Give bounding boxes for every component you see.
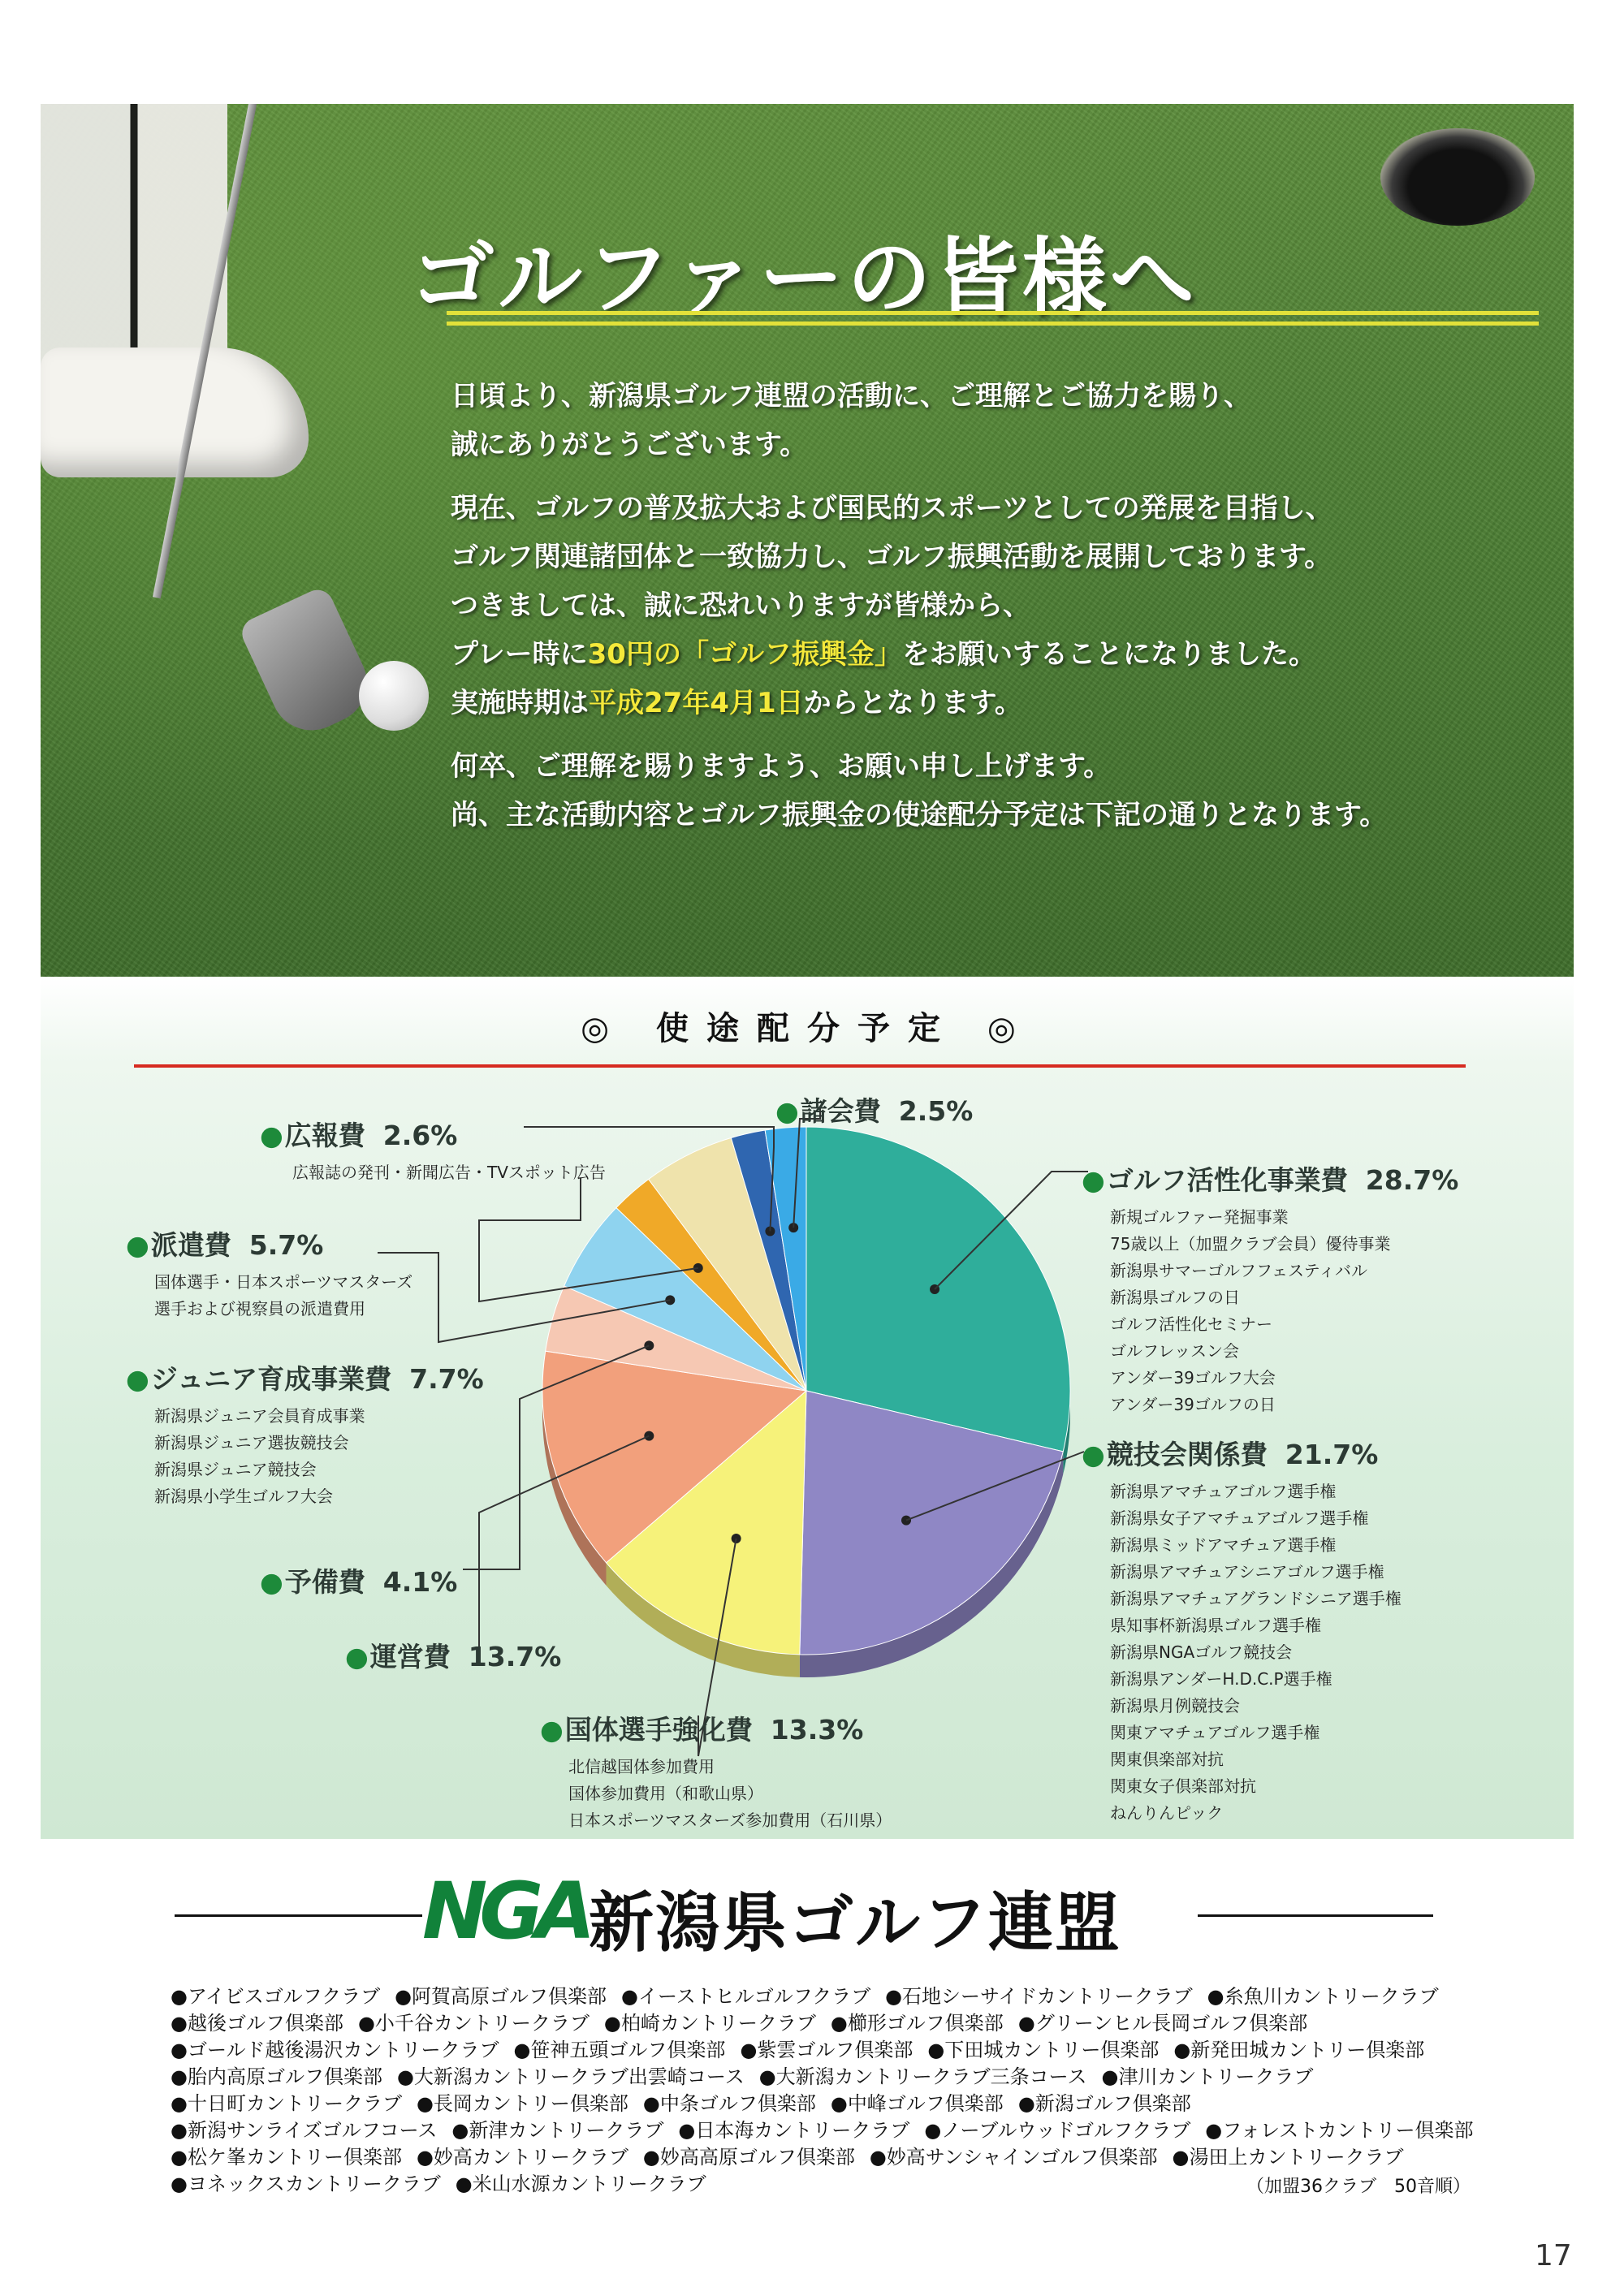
club-name: フォレストカントリー倶楽部 [1222,2119,1474,2142]
member-club [1207,1985,1439,2008]
date-line-pre: 実施時期は [451,687,589,719]
member-club [171,2173,441,2195]
category-kasseika [1082,1159,1458,1418]
club-name: グリーンヒル長岡ゴルフ倶楽部 [1034,2012,1308,2035]
text-line: 現在、ゴルフの普及拡大および国民的スポーツとしての発展を目指し、 [451,492,1333,524]
category-percent: 7.7% [409,1363,484,1395]
club-row [171,2037,1486,2064]
club-name: 大新潟カントリークラブ出雲崎コース [413,2065,745,2088]
category-kouhou [260,1115,606,1186]
member-club [417,2146,628,2169]
text-line: 日頃より、新潟県ゴルフ連盟の活動に、ご理解とご協力を賜り、 [451,380,1251,412]
club-name: 日本海カントリークラブ [695,2119,910,2142]
bullet-icon: ● [642,2146,660,2169]
category-items [1110,1204,1458,1418]
category-shokai [775,1090,973,1129]
category-name: 派遣費 [150,1229,231,1261]
category-item: 北信越国体参加費用 [568,1757,715,1776]
category-item: 新潟県ミッドアマチュア選手権 [1110,1535,1337,1555]
category-item: アンダー39ゴルフ大会 [1110,1368,1276,1388]
bullet-icon: ● [1172,2146,1190,2169]
member-club [171,2012,343,2035]
category-items [568,1754,892,1834]
greeting-text [451,372,1571,854]
bullet-icon: ● [1017,2012,1035,2035]
greeting-paragraph-2 [451,484,1571,727]
member-club [1018,2092,1191,2115]
category-heading [345,1636,561,1674]
fee-line-post: をお願いすることになりました。 [901,638,1316,671]
club-row [171,2064,1486,2091]
club-name: 妙高サンシャインゴルフ倶楽部 [886,2146,1158,2169]
club-name: 松ケ峯カントリー倶楽部 [187,2146,402,2169]
member-club [1173,2146,1404,2169]
category-item: ゴルフ活性化セミナー [1110,1314,1272,1334]
member-club [451,2119,663,2142]
club-row [171,2144,1486,2171]
category-name: 運営費 [369,1641,451,1672]
category-item: アンダー39ゴルフの日 [1110,1395,1276,1414]
category-name: 国体選手強化費 [564,1714,753,1746]
text-line: 誠にありがとうございます。 [451,429,808,461]
club-name: 新潟サンライズゴルフコース [187,2119,438,2142]
club-name: 新津カントリークラブ [469,2119,664,2142]
club-name: 櫛形ゴルフ倶楽部 [847,2012,1004,2035]
club-name: 小千谷カントリークラブ [374,2012,590,2035]
member-club [831,2012,1004,2035]
category-name: 競技会関係費 [1106,1439,1268,1470]
member-club [397,2065,745,2088]
category-item: 新潟県ジュニア会員育成事業 [154,1406,365,1426]
category-items [154,1269,412,1323]
club-name: 中峰ゴルフ倶楽部 [847,2092,1004,2115]
member-club [831,2092,1004,2115]
club-name: 越後ゴルフ倶楽部 [187,2012,343,2035]
bullet-icon: ● [171,2173,188,2195]
category-item: 新潟県ジュニア選抜競技会 [154,1433,349,1452]
category-item: 新潟県アマチュアグランドシニア選手権 [1110,1589,1402,1608]
club-name: 笹神五頭ゴルフ倶楽部 [530,2039,726,2061]
fee-line-pre: プレー時に [451,638,588,671]
page-title: ゴルファーの皆様へ [410,228,1198,327]
category-heading [775,1090,973,1129]
category-name: 諸会費 [800,1095,881,1127]
header-rule-left [175,1914,422,1917]
bullet-icon: ● [171,2065,188,2088]
member-club [870,2146,1158,2169]
bullet-icon: ● [171,2092,188,2115]
start-date-highlight: 平成27年4月1日 [589,687,804,719]
club-name: 米山水源カントリークラブ [472,2173,706,2195]
category-haken [126,1224,412,1323]
category-percent: 13.3% [770,1714,864,1746]
category-item: 75歳以上（加盟クラブ会員）優待事業 [1110,1234,1391,1254]
member-club [643,2146,855,2169]
member-club [171,1985,380,2008]
member-club [417,2092,628,2115]
bullet-icon: ● [1017,2092,1035,2115]
category-item: 新潟県サマーゴルフフェスティバル [1110,1261,1367,1280]
category-item: 新潟県女子アマチュアゴルフ選手権 [1110,1508,1369,1528]
member-club [604,2012,816,2035]
bullet-icon: ● [126,1229,149,1261]
category-item: 新潟県月例競技会 [1110,1696,1240,1716]
bullet-icon: ● [603,2012,621,2035]
text-line: 尚、主な活動内容とゴルフ振興金の使途配分予定は下記の通りとなります。 [451,799,1388,831]
golf-shoe [41,347,309,477]
section-title: ◎ 使途配分予定 ◎ [581,1010,1034,1047]
category-item: 関東倶楽部対抗 [1110,1750,1224,1769]
category-percent: 13.7% [468,1641,562,1672]
bullet-icon: ● [357,2012,375,2035]
member-club [740,2039,913,2061]
category-item: 新潟県アマチュアシニアゴルフ選手権 [1110,1562,1384,1582]
category-heading [1082,1434,1402,1472]
category-heading [260,1561,457,1599]
club-name: 柏崎カントリークラブ [620,2012,816,2035]
category-items [154,1403,484,1510]
golf-cup [1380,128,1535,226]
member-club [395,1985,607,2008]
golf-ball [359,661,429,731]
category-item: 関東女子倶楽部対抗 [1110,1776,1256,1796]
club-row [171,1983,1486,2010]
club-name: 下田城カントリー倶楽部 [944,2039,1160,2061]
member-club-list [171,1983,1486,2198]
category-item: 新潟県アンダーH.D.C.P選手権 [1110,1669,1332,1689]
bullet-icon: ● [1205,2119,1223,2142]
category-item: 県知事杯新潟県ゴルフ選手権 [1110,1616,1321,1635]
bullet-icon: ● [642,2092,660,2115]
club-name: 妙高カントリークラブ [433,2146,628,2169]
category-heading [126,1358,484,1396]
member-club [621,1985,870,2008]
fee-amount-highlight: 30円の「ゴルフ振興金」 [587,638,902,671]
category-name: ゴルフ活性化事業費 [1106,1164,1348,1196]
bullet-icon: ● [924,2119,942,2142]
bullet-icon: ● [758,2065,776,2088]
category-item: 日本スポーツマスターズ参加費用（石川県） [568,1810,892,1830]
category-item: 国体参加費用（和歌山県） [568,1784,763,1803]
category-item: 新潟県アマチュアゴルフ選手権 [1110,1482,1337,1501]
category-item: 新潟県ジュニア競技会 [154,1460,317,1479]
member-club [1018,2012,1307,2035]
header-rule-right [1198,1914,1433,1917]
bullet-icon: ● [740,2039,758,2061]
nga-logo: NGA [422,1866,588,1957]
club-name: 十日町カントリークラブ [187,2092,402,2115]
category-item: 新潟県NGAゴルフ競技会 [1110,1642,1293,1662]
bullet-icon: ● [869,2146,887,2169]
club-name: 胎内高原ゴルフ倶楽部 [187,2065,382,2088]
club-name: 糸魚川カントリークラブ [1224,1985,1439,2008]
putter-head [237,585,380,744]
category-junior [126,1358,484,1510]
category-item: ねんりんピック [1110,1803,1224,1823]
category-heading [1082,1159,1458,1198]
allocation-section [41,977,1574,1839]
member-club [885,1985,1193,2008]
member-club [643,2092,816,2115]
bullet-icon: ● [775,1095,799,1127]
club-name: 大新潟カントリークラブ三条コース [775,2065,1087,2088]
member-club [678,2119,909,2142]
bullet-icon: ● [1082,1164,1105,1196]
bullet-icon: ● [171,2119,188,2142]
bullet-icon: ● [1082,1439,1105,1470]
club-name: ゴールド越後湯沢カントリークラブ [187,2039,499,2061]
bullet-icon: ● [396,2065,414,2088]
bullet-icon: ● [830,2092,848,2115]
bullet-icon: ● [126,1363,149,1395]
category-heading [126,1224,412,1262]
category-yobi [260,1561,457,1599]
category-percent: 2.6% [382,1120,458,1151]
club-name: 阿賀高原ゴルフ倶楽部 [412,1985,607,2008]
club-name: 湯田上カントリークラブ [1189,2146,1404,2169]
bullet-icon: ● [455,2173,473,2195]
member-club [1205,2119,1473,2142]
club-name: 長岡カントリー倶楽部 [433,2092,628,2115]
bullet-icon: ● [927,2039,945,2061]
category-items [1110,1478,1402,1827]
category-item: 関東アマチュアゴルフ選手権 [1110,1723,1320,1742]
category-unei [345,1636,561,1674]
bullet-icon: ● [678,2119,696,2142]
bullet-icon: ● [1207,1985,1224,2008]
club-name: アイビスゴルフクラブ [187,1985,381,2008]
bullet-icon: ● [395,1985,412,2008]
club-name: 津川カントリークラブ [1118,2065,1314,2088]
member-club [171,2065,382,2088]
bullet-icon: ● [416,2146,434,2169]
text-line: つきましては、誠に恐れいりますが皆様から、 [451,589,1030,622]
leader-dot [901,1516,911,1526]
club-row [171,2010,1486,2037]
bullet-icon: ● [260,1120,283,1151]
category-percent: 5.7% [248,1229,324,1261]
member-club [924,2119,1190,2142]
bullet-icon: ● [513,2039,531,2061]
greeting-paragraph-3 [451,742,1571,839]
club-row [171,2117,1486,2144]
bullet-icon: ● [1101,2065,1119,2088]
text-line: ゴルフ関連諸団体と一致協力し、ゴルフ振興活動を展開しております。 [451,541,1332,573]
member-club [1173,2039,1424,2061]
greeting-paragraph-1 [451,372,1571,469]
bullet-icon: ● [540,1714,564,1746]
federation-name: 新潟県ゴルフ連盟 [589,1885,1121,1961]
category-percent: 21.7% [1285,1439,1379,1470]
member-club [759,2065,1087,2088]
member-club [456,2173,706,2195]
category-kyougi [1082,1434,1402,1827]
bullet-icon: ● [416,2092,434,2115]
category-item: 新規ゴルファー発掘事業 [1110,1207,1289,1227]
member-club [171,2146,402,2169]
hero-photo [41,104,1574,977]
club-name: 紫雲ゴルフ倶楽部 [757,2039,914,2061]
club-name: ノーブルウッドゴルフクラブ [941,2119,1191,2142]
member-club [513,2039,725,2061]
category-item: 広報誌の発刊・新聞広告・TVスポット広告 [292,1163,606,1182]
category-item: 新潟県小学生ゴルフ大会 [154,1487,333,1506]
bullet-icon: ● [171,2012,188,2035]
category-item: 新潟県ゴルフの日 [1110,1288,1240,1307]
date-line-post: からとなります。 [803,687,1022,719]
bullet-icon: ● [171,2146,188,2169]
bullet-icon: ● [451,2119,469,2142]
club-name: ヨネックスカントリークラブ [187,2173,441,2195]
fee-line [451,630,1571,679]
category-kokutai [540,1709,892,1834]
club-name: イーストヒルゴルフクラブ [637,1985,871,2008]
page-number: 17 [1535,2239,1572,2272]
bullet-icon: ● [171,1985,188,2008]
bullet-icon: ● [621,1985,638,2008]
club-name: 中条ゴルフ倶楽部 [659,2092,816,2115]
club-name: 新発田城カントリー倶楽部 [1190,2039,1425,2061]
category-item: ゴルフレッスン会 [1110,1341,1239,1361]
bullet-icon: ● [885,1985,903,2008]
category-item: 選手および視察員の派遣費用 [154,1299,365,1318]
category-items [292,1159,606,1186]
member-club [171,2039,499,2061]
member-club [927,2039,1159,2061]
category-item: 国体選手・日本スポーツマスターズ [154,1272,413,1292]
category-name: 広報費 [284,1120,365,1151]
member-count-note: （加盟36クラブ 50音順） [1246,2177,1471,2197]
category-percent: 28.7% [1365,1164,1459,1196]
member-club [358,2012,590,2035]
club-name: 新潟ゴルフ倶楽部 [1034,2092,1191,2115]
club-name: 石地シーサイドカントリークラブ [902,1985,1193,2008]
bullet-icon: ● [171,2039,188,2061]
bullet-icon: ● [260,1566,283,1598]
category-heading [540,1709,892,1747]
bullet-icon: ● [1173,2039,1191,2061]
text-line: 何卒、ご理解を賜りますよう、お願い申し上げます。 [451,750,1112,783]
category-name: ジュニア育成事業費 [150,1363,392,1395]
member-club [171,2092,402,2115]
title-underline [447,311,1539,326]
member-club [1101,2065,1313,2088]
category-name: 予備費 [284,1566,365,1598]
bullet-icon: ● [345,1641,369,1672]
category-percent: 4.1% [382,1566,458,1598]
club-row [171,2091,1486,2117]
date-line [451,679,1571,727]
member-club [171,2119,437,2142]
club-name: 妙高高原ゴルフ倶楽部 [659,2146,855,2169]
category-heading [260,1115,606,1153]
category-percent: 2.5% [898,1095,974,1127]
bullet-icon: ● [830,2012,848,2035]
